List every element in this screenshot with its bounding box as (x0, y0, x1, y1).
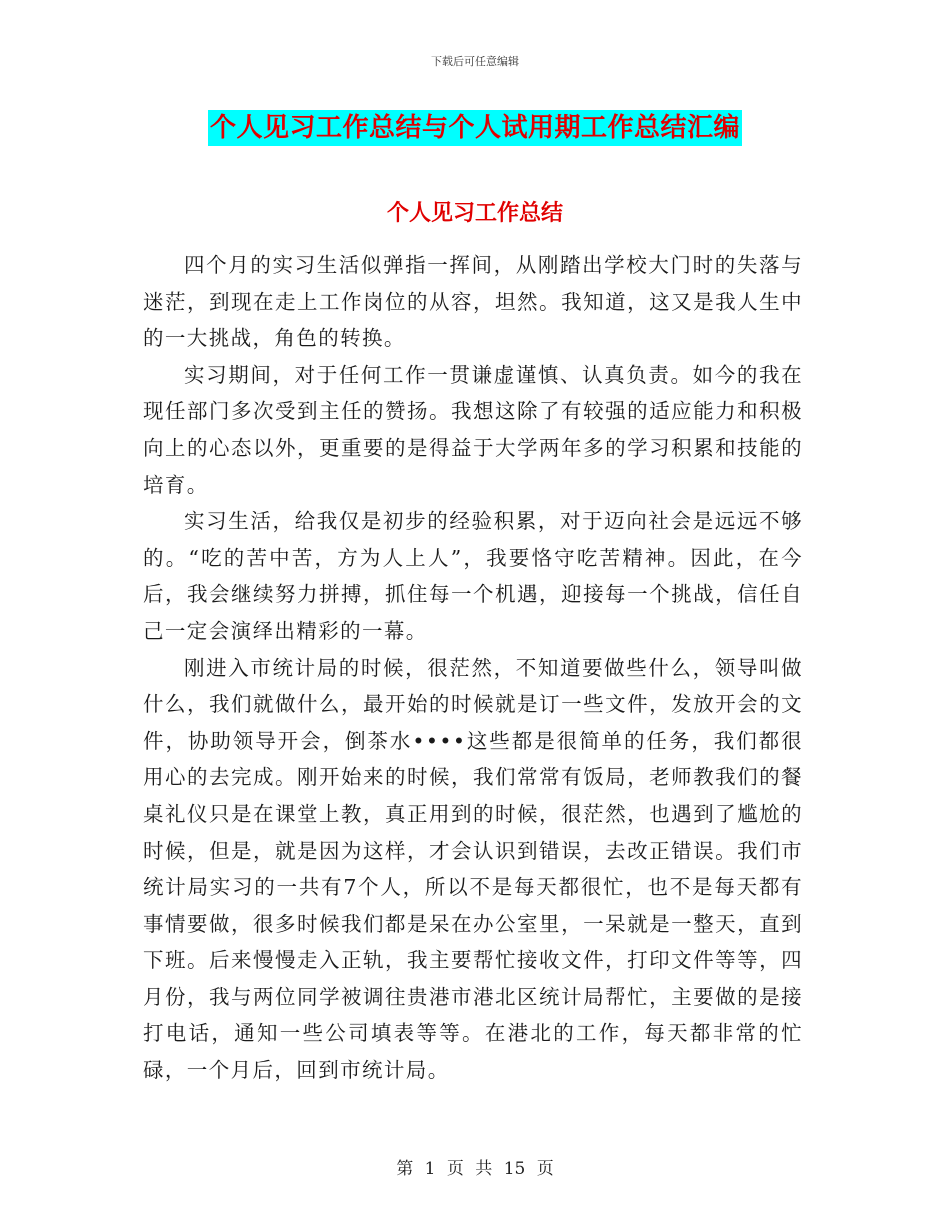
paragraph: 四个月的实习生活似弹指一挥间，从刚踏出学校大门时的失落与迷茫，到现在走上工作岗位的从容，坦然。我知道，这又是我人生中的一大挑战，角色的转换。 (143, 253, 803, 351)
header-note: 下载后可任意编辑 (431, 55, 519, 68)
paragraph: 实习期间，对于任何工作一贯谦虚谨慎、认真负责。如今的我在现任部门多次受到主任的赞扬。我想这除了有较强的适应能力和积极向上的心态以外，更重要的是得益于大学两年多的学习积累和技能的培育。 (143, 362, 803, 497)
main-title: 个人见习工作总结与个人试用期工作总结汇编 (208, 110, 742, 146)
paragraph: 实习生活，给我仅是初步的经验积累，对于迈向社会是远远不够的。“吃的苦中苦，方为人上人”，我要恪守吃苦精神。因此，在今后，我会继续努力拼搏，抓住每一个机遇，迎接每一个挑战，信任自己一定会演绎出精彩的一幕。 (143, 509, 803, 643)
section-title: 个人见习工作总结 (386, 201, 563, 226)
body-text (143, 247, 803, 1089)
page-footer: 第 1 页 共 15 页 (396, 1159, 554, 1179)
paragraph: 刚进入市统计局的时候，很茫然，不知道要做些什么，领导叫做什么，我们就做什么，最开始的时候就是订一些文件，发放开会的文件，协助领导开会，倒茶水••••这些都是很简单的任务，我们都很用心的去完成。刚开始来的时候，我们常常有饭局，老师教我们的餐桌礼仪只是在课堂上教，真正用到的时候，很茫然，也遇到了尴尬的时候，但是，就是因为这样，才会认识到错误，去改正错误。我们市统计局实习的一共有7个人，所以不是每天都很忙，也不是每天都有事情要做，很多时候我们都是呆在办公室里，一呆就是一整天，直到下班。后来慢慢走入正轨，我主要帮忙接收文件，打印文件等等，四月份，我与两位同学被调往贵港市港北区统计局帮忙，主要做的是接打电话，通知一些公司填表等等。在港北的工作，每天都非常的忙碌，一个月后，回到市统计局。 (143, 655, 803, 1083)
main-title-wrap (0, 110, 950, 146)
